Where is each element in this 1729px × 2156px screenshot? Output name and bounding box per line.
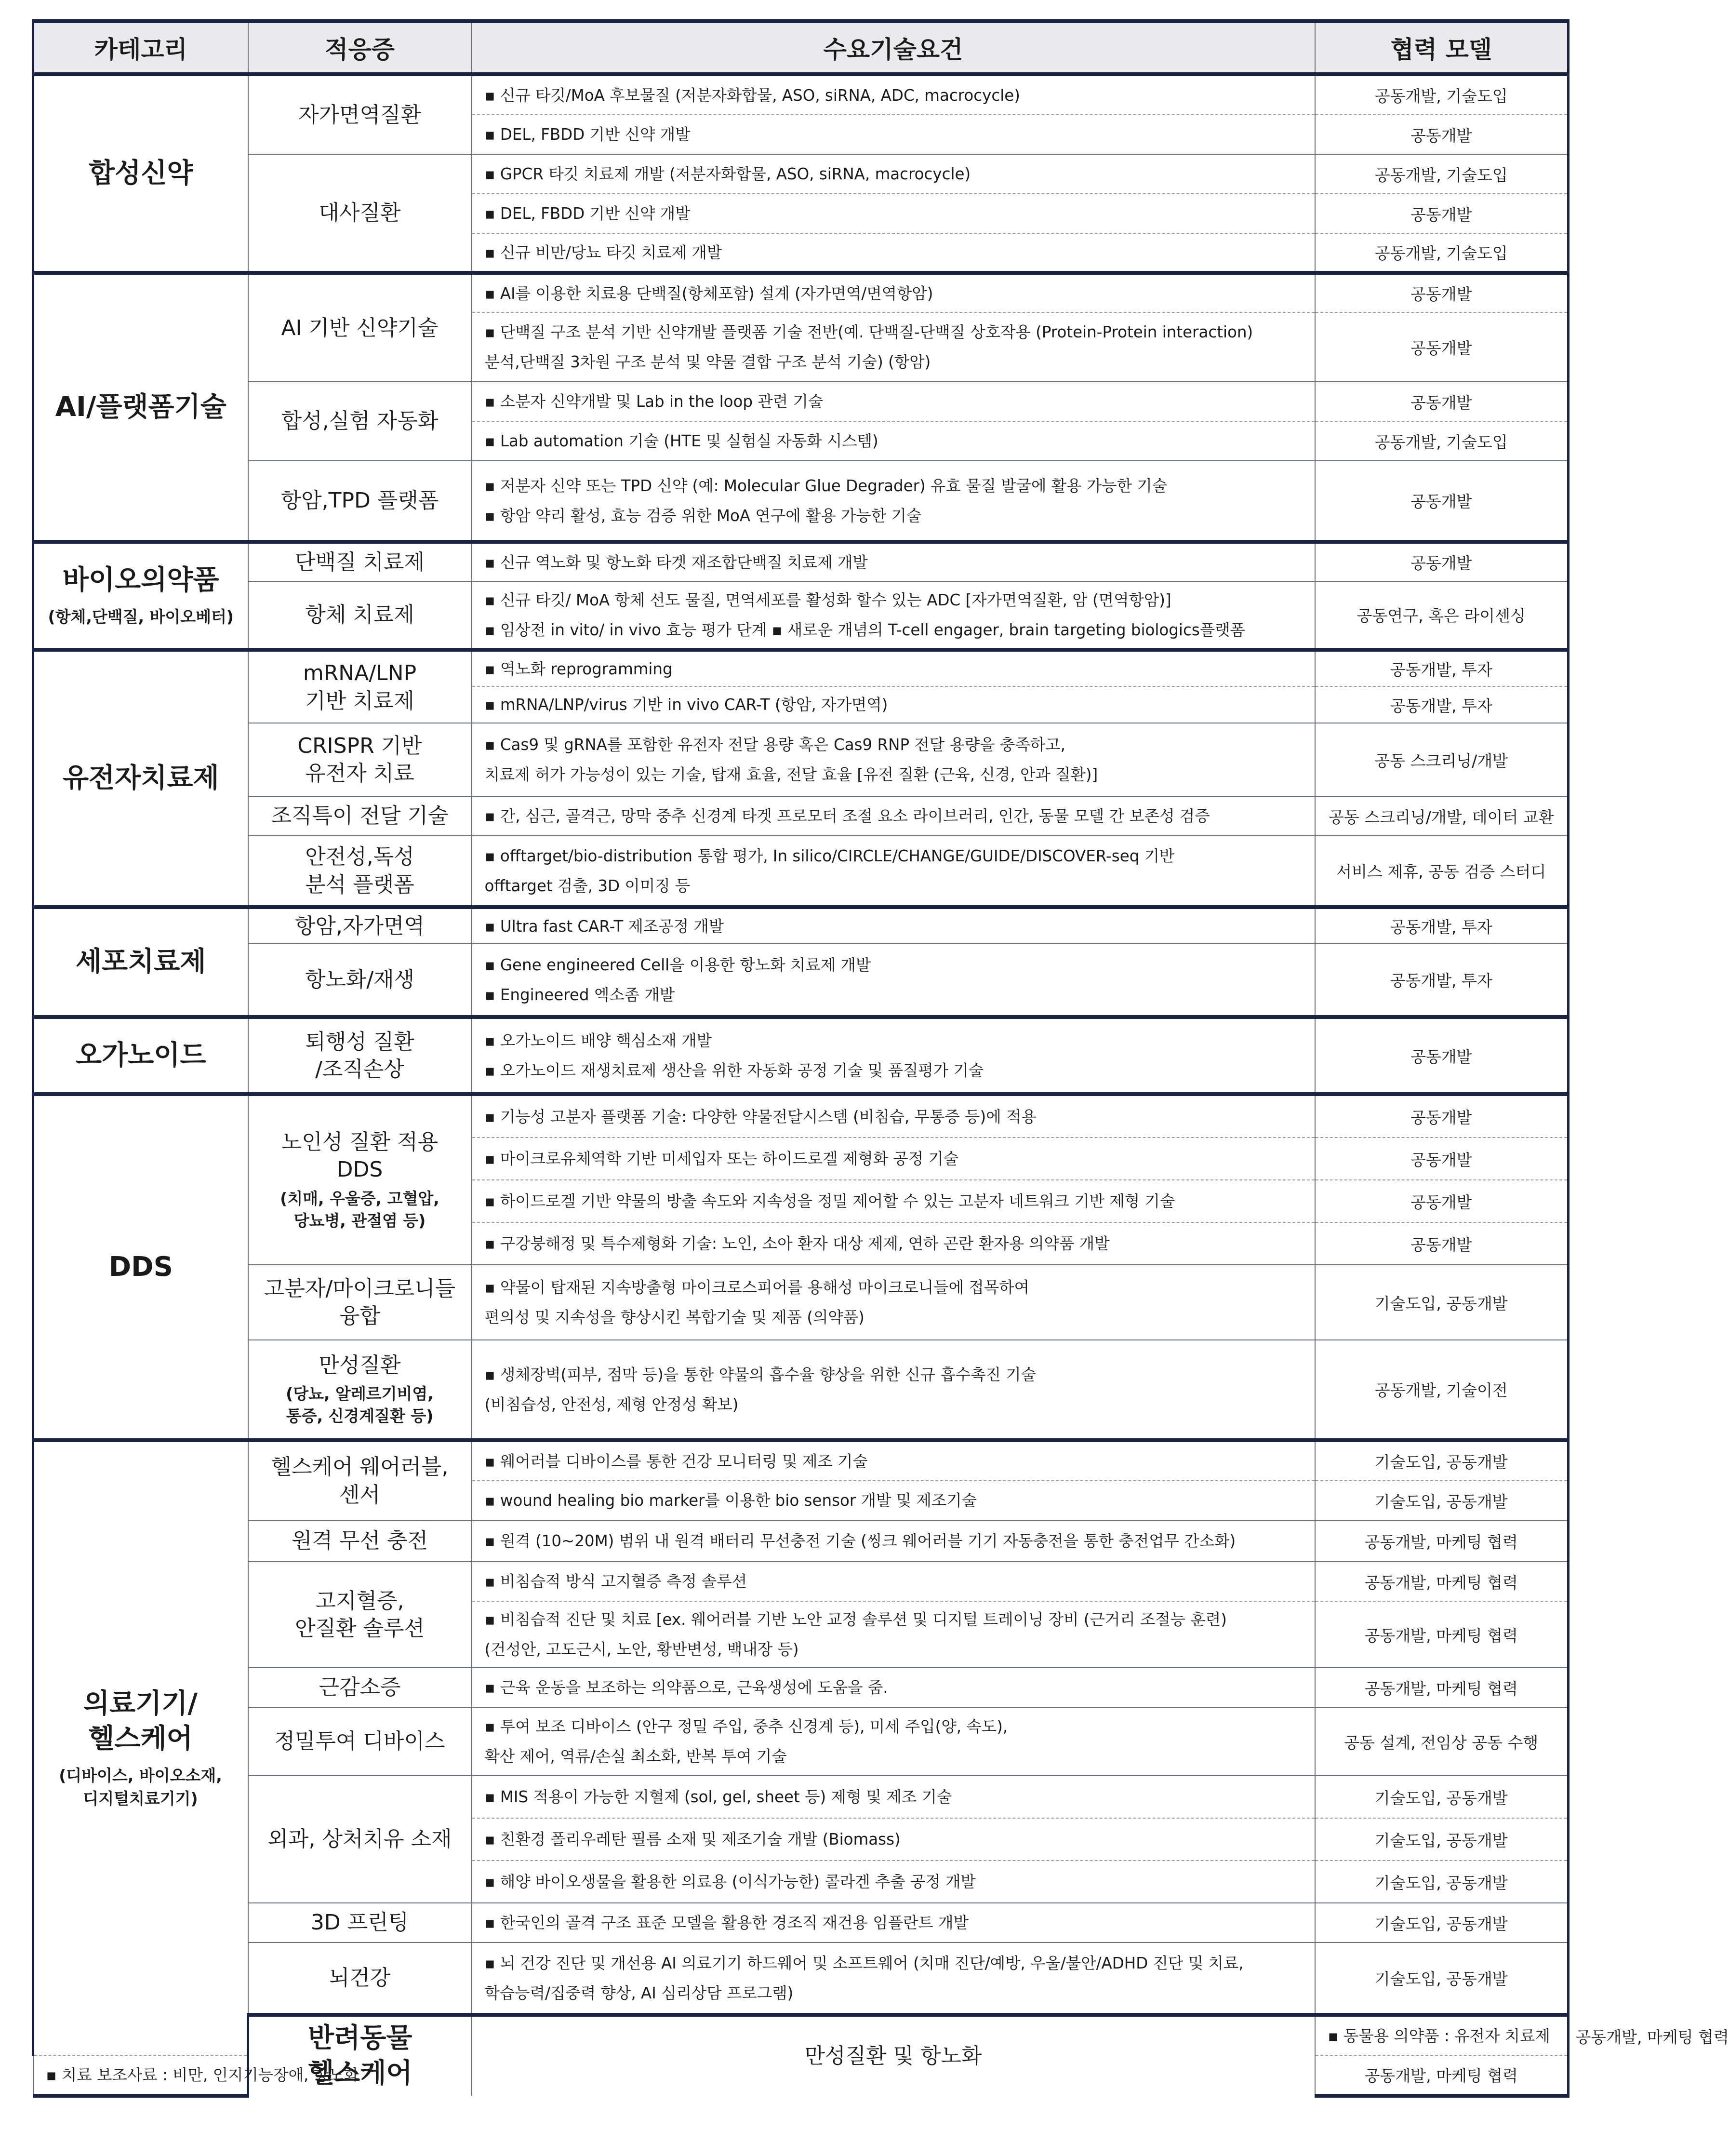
indication-cell: [248, 74, 472, 154]
category-name: 바이오의약품: [62, 564, 219, 596]
indication-line: CRISPR 기반: [297, 733, 422, 758]
requirement-cell: ▪ Ultra fast CAR-T 제조공정 개발: [472, 907, 1315, 944]
requirement-line: ▪ offtarget/bio-distribution 통합 평가, In silico/CIRCLE/CHANGE/GUIDE/DISCOVER-seq 기반: [484, 846, 1175, 865]
requirement-line: (건성안, 고도근시, 노안, 황반변성, 백내장 등): [484, 1640, 799, 1659]
indication-subtitle-line: 통증, 신경계질환 등): [286, 1406, 434, 1426]
requirement-line: ▪ Engineered 엑소좀 개발: [484, 985, 675, 1004]
model-cell: 공동개발: [1315, 312, 1569, 382]
model-cell: 기술도입, 공동개발: [1315, 1861, 1569, 1903]
indication-cell: [248, 1094, 472, 1265]
requirement-cell: ▪ 치료 보조사료 : 비만, 인지기능장애, 항노화: [33, 2055, 248, 2096]
requirement-line: 치료제 허가 가능성이 있는 기술, 탑재 효율, 전달 효율 [유전 질환 (근육, 신경, 안과 질환)]: [484, 765, 1098, 784]
category-subtitle-line: 디지털치료기기): [83, 1789, 198, 1808]
requirement-cell: ▪ 신규 비만/당뇨 타깃 치료제 개발: [472, 233, 1315, 273]
indication-name: 만성질환 및 항노화: [804, 2044, 982, 2069]
indication-cell: [248, 382, 472, 461]
category-subtitle-line: (디바이스, 바이오소재,: [59, 1766, 222, 1785]
requirement-cell: [472, 461, 1315, 542]
requirement-line: 학습능력/집중력 향상, AI 심리상담 프로그램): [484, 1983, 794, 2002]
requirement-cell: ▪ 하이드로겔 기반 약물의 방출 속도와 지속성을 정밀 제어할 수 있는 고분자 네트워크 기반 제형 기술: [472, 1180, 1315, 1222]
table-row: [33, 74, 1569, 115]
indication-name: 정밀투여 디바이스: [274, 1729, 445, 1754]
indication-cell: [248, 1668, 472, 1707]
category-cell: [33, 542, 248, 650]
category-line: 반려동물: [308, 2022, 412, 2054]
table-row: [33, 1440, 1569, 1481]
requirement-line: ▪ 투여 보조 디바이스 (안구 정밀 주입, 중추 신경계 등), 미세 주입(양, 속도),: [484, 1717, 1008, 1736]
requirement-line: offtarget 검출, 3D 이미징 등: [484, 876, 691, 895]
model-cell: 공동개발, 기술도입: [1315, 421, 1569, 461]
model-cell: 공동개발: [1315, 194, 1569, 233]
category-cell: [33, 1440, 248, 2055]
indication-cell: [248, 796, 472, 836]
indication-subtitle-line: (치매, 우울증, 고혈압,: [280, 1189, 439, 1208]
indication-line: 센서: [339, 1482, 380, 1507]
model-cell: 공동개발, 기술이전: [1315, 1340, 1569, 1440]
model-cell: 공동개발, 기술도입: [1315, 74, 1569, 115]
category-name: 유전자치료제: [62, 762, 219, 794]
requirement-cell: ▪ 신규 타깃/MoA 후보물질 (저분자화합물, ASO, siRNA, ADC, macrocycle): [472, 74, 1315, 115]
category-name: DDS: [108, 1251, 173, 1283]
indication-cell: [248, 907, 472, 944]
requirement-line: ▪ 신규 타깃/ MoA 항체 선도 물질, 면역세포를 활성화 할수 있는 ADC [자가면역질환, 암 (면역항암)]: [484, 590, 1171, 609]
indication-line: /조직손상: [315, 1057, 404, 1082]
header-model: 협력 모델: [1315, 21, 1569, 74]
table-row: [33, 1562, 1569, 1601]
table-row: 반려동물 헬스케어 만성질환 및 항노화 ▪ 동물용 의약품 : 유전자 치료제 공동개발, 마케팅 협력: [33, 2015, 1569, 2055]
table-row: [33, 1094, 1569, 1138]
model-cell: 공동연구, 혹은 라이센싱: [1315, 581, 1569, 650]
requirement-cell: [472, 581, 1315, 650]
requirement-line: 분석,단백질 3차원 구조 분석 및 약물 결합 구조 분석 기술) (항암): [484, 353, 931, 371]
requirement-cell: [472, 944, 1315, 1017]
indication-name: 조직특이 전달 기술: [271, 803, 449, 829]
category-subtitle: [41, 1764, 240, 1810]
indication-line: 퇴행성 질환: [305, 1029, 414, 1054]
table-row: [33, 907, 1569, 944]
requirements-table: [32, 19, 1729, 2098]
requirement-line: ▪ 항암 약리 활성, 효능 검증 위한 MoA 연구에 활용 가능한 기술: [484, 506, 922, 525]
table-row: [33, 273, 1569, 312]
indication-line: mRNA/LNP: [303, 661, 417, 686]
table-row: [33, 382, 1569, 421]
category-subtitle: (항체,단백질, 바이오베터): [48, 607, 234, 627]
category-name: 합성신약: [89, 157, 193, 189]
model-cell: 공동개발: [1315, 1017, 1569, 1094]
model-cell: 공동개발, 투자: [1315, 650, 1569, 686]
indication-subtitle-line: (당뇨, 알레르기비염,: [286, 1384, 434, 1403]
category-cell: [33, 1017, 248, 1094]
indication-name: 뇌건강: [329, 1965, 391, 1990]
indication-name: 3D 프린팅: [310, 1910, 409, 1935]
indication-name: 단백질 치료제: [294, 549, 425, 575]
category-line: 헬스케어: [88, 1723, 193, 1754]
indication-cell: [248, 944, 472, 1017]
model-cell: 기술도입, 공동개발: [1315, 1481, 1569, 1520]
requirement-line: 편의성 및 지속성을 향상시킨 복합기술 및 제품 (의약품): [484, 1308, 864, 1326]
requirement-cell: ▪ 마이크로유체역학 기반 미세입자 또는 하이드로겔 제형화 공정 기술: [472, 1138, 1315, 1180]
model-cell: 공동개발: [1315, 115, 1569, 154]
requirement-cell: [472, 1017, 1315, 1094]
indication-line: 유전자 치료: [305, 761, 414, 786]
table-row: [33, 836, 1569, 907]
indication-line: 헬스케어 웨어러블,: [271, 1455, 449, 1480]
requirement-line: ▪ 오가노이드 재생치료제 생산을 위한 자동화 공정 기술 및 품질평가 기술: [484, 1061, 984, 1080]
indication-cell: [248, 542, 472, 581]
model-cell: 공동개발: [1315, 1222, 1569, 1265]
requirement-cell: [472, 723, 1315, 796]
category-cell: [33, 907, 248, 1017]
indication-cell: [248, 723, 472, 796]
indication-line: 분석 플랫폼: [305, 872, 414, 897]
table-row: [33, 1017, 1569, 1094]
requirement-cell: ▪ 구강붕해정 및 특수제형화 기술: 노인, 소아 환자 대상 제제, 연하 곤란 환자용 의약품 개발: [472, 1222, 1315, 1265]
indication-line: 고분자/마이크로니들: [264, 1276, 456, 1301]
category-cell: [33, 650, 248, 907]
indication-cell: [248, 1520, 472, 1562]
requirement-cell: [472, 1340, 1315, 1440]
requirement-line: ▪ 약물이 탑재된 지속방출형 마이크로스피어를 용해성 마이크로니들에 접목하여: [484, 1278, 1029, 1297]
indication-cell: [248, 154, 472, 273]
model-cell: 기술도입, 공동개발: [1315, 1942, 1569, 2015]
requirement-line: 확산 제어, 역류/손실 최소화, 반복 투여 기술: [484, 1747, 787, 1766]
indication-cell: [248, 581, 472, 650]
requirement-line: (비침습성, 안전성, 제형 안정성 확보): [484, 1395, 739, 1414]
requirement-line: ▪ 오가노이드 배양 핵심소재 개발: [484, 1031, 712, 1050]
model-cell: 공동개발, 마케팅 협력: [1315, 1562, 1569, 1601]
model-cell: 공동개발, 투자: [1315, 907, 1569, 944]
table-row: [33, 1340, 1569, 1440]
table-row: [33, 1903, 1569, 1942]
model-cell: 기술도입, 공동개발: [1315, 1265, 1569, 1340]
model-cell: 공동개발, 투자: [1315, 686, 1569, 723]
indication-name: 항노화/재생: [305, 967, 415, 992]
category-cell: [33, 1094, 248, 1440]
table-row: [33, 1776, 1569, 1818]
requirement-line: ▪ Gene engineered Cell을 이용한 항노화 치료제 개발: [484, 955, 871, 974]
table-row: [33, 1520, 1569, 1562]
model-cell: 공동 설계, 전임상 공동 수행: [1315, 1707, 1569, 1776]
indication-cell: [248, 273, 472, 382]
table-row: [33, 796, 1569, 836]
requirement-cell: ▪ MIS 적용이 가능한 지혈제 (sol, gel, sheet 등) 제형 및 제조 기술: [472, 1776, 1315, 1818]
category-name: AI/플랫폼기술: [55, 391, 226, 423]
requirement-cell: ▪ 해양 바이오생물을 활용한 의료용 (이식가능한) 콜라겐 추출 공정 개발: [472, 1861, 1315, 1903]
requirement-line: ▪ 임상전 in vito/ in vivo 효능 평가 단계 ▪ 새로운 개념의 T-cell engager, brain targeting biologics플랫폼: [484, 620, 1245, 639]
model-cell: 공동개발: [1315, 461, 1569, 542]
header-requirements: 수요기술요건: [472, 21, 1315, 74]
requirement-cell: ▪ GPCR 타깃 치료제 개발 (저분자화합물, ASO, siRNA, macrocycle): [472, 154, 1315, 194]
requirements-table-page: [32, 19, 1729, 2098]
indication-cell: [472, 2015, 1315, 2096]
model-cell: 공동개발, 마케팅 협력: [1315, 1601, 1569, 1668]
indication-name: 항암,자가면역: [294, 913, 425, 938]
model-cell: 공동개발, 투자: [1315, 944, 1569, 1017]
model-cell: 공동개발, 기술도입: [1315, 154, 1569, 194]
indication-cell: [248, 1776, 472, 1903]
model-cell: 공동개발, 마케팅 협력: [1315, 2055, 1569, 2096]
requirement-cell: ▪ wound healing bio marker를 이용한 bio sensor 개발 및 제조기술: [472, 1481, 1315, 1520]
requirement-cell: ▪ 웨어러블 디바이스를 통한 건강 모니터링 및 제조 기술: [472, 1440, 1315, 1481]
indication-line: 안전성,독성: [305, 844, 414, 870]
model-cell: 공동 스크리닝/개발: [1315, 723, 1569, 796]
model-cell: 공동개발, 마케팅 협력: [1315, 1520, 1569, 1562]
model-cell: 공동개발: [1315, 1180, 1569, 1222]
requirement-cell: [472, 1942, 1315, 2015]
requirement-cell: ▪ DEL, FBDD 기반 신약 개발: [472, 194, 1315, 233]
model-cell: 공동개발: [1315, 273, 1569, 312]
indication-line: 안질환 솔루션: [294, 1616, 425, 1641]
requirement-cell: ▪ 원격 (10~20M) 범위 내 원격 배터리 무선충전 기술 (씽크 웨어러블 기기 자동충전을 통한 충전업무 간소화): [472, 1520, 1315, 1562]
indication-subtitle-line: 당뇨병, 관절염 등): [293, 1211, 426, 1230]
requirement-cell: [472, 836, 1315, 907]
requirement-cell: ▪ 동물용 의약품 : 유전자 치료제: [1315, 2015, 1569, 2055]
requirement-line: ▪ 단백질 구조 분석 기반 신약개발 플랫폼 기술 전반(예. 단백질-단백질 상호작용 (Protein-Protein interaction): [484, 323, 1253, 341]
table-row: [33, 581, 1569, 650]
model-cell: 공동개발: [1315, 1138, 1569, 1180]
indication-name: 노인성 질환 적용 DDS: [281, 1130, 439, 1182]
indication-name: 근감소증: [319, 1675, 401, 1700]
requirement-line: ▪ 뇌 건강 진단 및 개선용 AI 의료기기 하드웨어 및 소프트웨어 (치매 진단/예방, 우울/불안/ADHD 진단 및 치료,: [484, 1954, 1244, 1972]
table-row: [33, 650, 1569, 686]
requirement-line: ▪ 생체장벽(피부, 점막 등)을 통한 약물의 흡수율 향상을 위한 신규 흡수촉진 기술: [484, 1365, 1037, 1384]
requirement-cell: ▪ 간, 심근, 골격근, 망막 중추 신경계 타겟 프로모터 조절 요소 라이브러리, 인간, 동물 모델 간 보존성 검증: [472, 796, 1315, 836]
model-cell: 기술도입, 공동개발: [1315, 1776, 1569, 1818]
table-row: [33, 1707, 1569, 1776]
indication-line: 기반 치료제: [305, 688, 414, 713]
model-cell: 서비스 제휴, 공동 검증 스터디: [1315, 836, 1569, 907]
indication-name: 만성질환: [319, 1353, 401, 1378]
indication-line: 융합: [339, 1304, 380, 1328]
requirement-cell: ▪ DEL, FBDD 기반 신약 개발: [472, 115, 1315, 154]
indication-cell: [248, 650, 472, 723]
model-cell: 공동 스크리닝/개발, 데이터 교환: [1315, 796, 1569, 836]
indication-cell: [248, 836, 472, 907]
header-category: 카테고리: [33, 21, 248, 74]
model-cell: 기술도입, 공동개발: [1315, 1440, 1569, 1481]
indication-cell: [248, 1903, 472, 1942]
indication-cell: [248, 1440, 472, 1520]
requirement-cell: ▪ 친환경 폴리우레탄 필름 소재 및 제조기술 개발 (Biomass): [472, 1818, 1315, 1861]
requirement-line: ▪ 저분자 신약 또는 TPD 신약 (예: Molecular Glue Degrader) 유효 물질 발굴에 활용 가능한 기술: [484, 476, 1168, 495]
model-cell: 공동개발, 기술도입: [1315, 233, 1569, 273]
requirement-cell: ▪ 한국인의 골격 구조 표준 모델을 활용한 경조직 재건용 임플란트 개발: [472, 1903, 1315, 1942]
category-line: 헬스케어: [308, 2058, 412, 2089]
requirement-cell: ▪ 신규 역노화 및 항노화 타겟 재조합단백질 치료제 개발: [472, 542, 1315, 581]
indication-cell: [248, 1017, 472, 1094]
requirement-line: ▪ Cas9 및 gRNA를 포함한 유전자 전달 용량 혹은 Cas9 RNP 전달 용량을 충족하고,: [484, 736, 1065, 754]
model-cell: 기술도입, 공동개발: [1315, 1903, 1569, 1942]
indication-cell: [248, 1562, 472, 1668]
model-cell: 공동개발, 마케팅 협력: [1315, 1668, 1569, 1707]
indication-line: 고지혈증,: [315, 1588, 404, 1613]
table-row: [33, 461, 1569, 542]
requirement-cell: ▪ mRNA/LNP/virus 기반 in vivo CAR-T (항암, 자가면역): [472, 686, 1315, 723]
table-row: [33, 1668, 1569, 1707]
category-cell: [33, 273, 248, 542]
table-row: [33, 1265, 1569, 1340]
indication-cell: [248, 1707, 472, 1776]
model-cell: 공동개발: [1315, 382, 1569, 421]
indication-name: 자가면역질환: [298, 102, 422, 127]
requirement-cell: ▪ 소분자 신약개발 및 Lab in the loop 관련 기술: [472, 382, 1315, 421]
indication-name: 항체 치료제: [305, 602, 414, 627]
category-cell: [33, 74, 248, 273]
requirement-cell: ▪ AI를 이용한 치료용 단백질(항체포함) 설계 (자가면역/면역항암): [472, 273, 1315, 312]
requirement-cell: ▪ 역노화 reprogramming: [472, 650, 1315, 686]
indication-cell: [248, 1942, 472, 2015]
indication-name: 원격 무선 충전: [292, 1528, 428, 1553]
requirement-line: ▪ 비침습적 진단 및 치료 [ex. 웨어러블 기반 노안 교정 솔루션 및 디지털 트레이닝 장비 (근거리 조절능 훈련): [484, 1610, 1227, 1629]
indication-name: 대사질환: [319, 200, 401, 225]
requirement-cell: [472, 1601, 1315, 1668]
model-cell: 공동개발: [1315, 1094, 1569, 1138]
indication-name: 항암,TPD 플랫폼: [280, 488, 439, 513]
model-cell: 공동개발: [1315, 542, 1569, 581]
table-row: [33, 1942, 1569, 2015]
indication-cell: [248, 1340, 472, 1440]
indication-name: AI 기반 신약기술: [281, 315, 439, 340]
requirement-cell: ▪ Lab automation 기술 (HTE 및 실험실 자동화 시스템): [472, 421, 1315, 461]
requirement-cell: ▪ 근육 운동을 보조하는 의약품으로, 근육생성에 도움을 줌.: [472, 1668, 1315, 1707]
model-cell: 기술도입, 공동개발: [1315, 1818, 1569, 1861]
indication-name: 합성,실험 자동화: [281, 409, 439, 434]
indication-subtitle: [255, 1383, 465, 1427]
indication-subtitle: [255, 1188, 465, 1232]
table-row: [33, 154, 1569, 194]
requirement-cell: [472, 1265, 1315, 1340]
requirement-cell: [472, 312, 1315, 382]
table-row: [33, 944, 1569, 1017]
indication-cell: [248, 461, 472, 542]
requirement-cell: ▪ 기능성 고분자 플랫폼 기술: 다양한 약물전달시스템 (비침습, 무통증 등)에 적용: [472, 1094, 1315, 1138]
category-name: 오가노이드: [76, 1039, 206, 1071]
category-line: 의료기기/: [83, 1687, 198, 1719]
category-name: 세포치료제: [76, 946, 206, 978]
requirement-cell: ▪ 비침습적 방식 고지혈증 측정 솔루션: [472, 1562, 1315, 1601]
table-row: [33, 542, 1569, 581]
header-row: [33, 21, 1569, 74]
table-row: [33, 723, 1569, 796]
indication-name: 외과, 상처치유 소재: [267, 1827, 452, 1852]
requirement-cell: [472, 1707, 1315, 1776]
indication-cell: [248, 1265, 472, 1340]
header-indication: 적응증: [248, 21, 472, 74]
